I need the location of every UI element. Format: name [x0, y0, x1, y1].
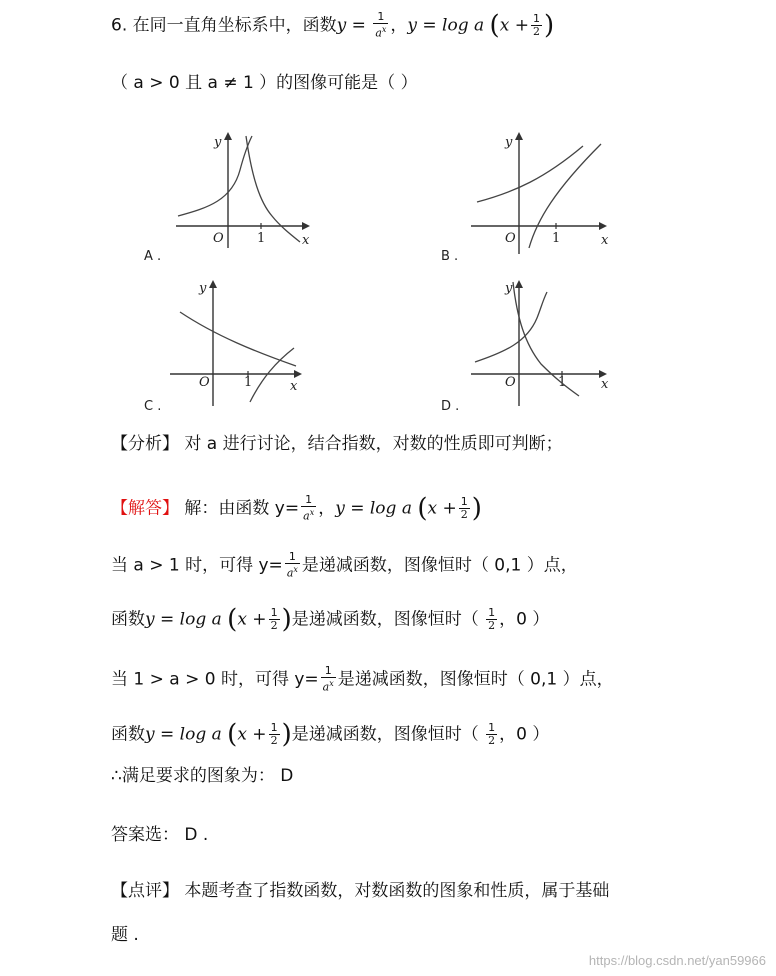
svg-text:y: y [505, 135, 513, 150]
solution-intro: 【解答】 解：由函数 y= $\frac{1}{a^x}$ ，y = log a (x + $\frac{1}{2}$ ) [111, 493, 482, 524]
label-x: x [302, 233, 310, 248]
choice-c-label: C . [144, 399, 162, 414]
fraction-half: $\frac{1}{2}$ [532, 11, 540, 38]
label-one: 1 [257, 231, 266, 246]
formula-log: y = log a [407, 15, 485, 36]
svg-text:O: O [199, 375, 210, 390]
x-axis-arrow [302, 222, 310, 230]
analysis-tag: 【分析】 [111, 434, 179, 454]
case-2-log: 函数y = log a (x + $\frac{1}{2}$ )是递减函数，图像恒时（ $\frac{1}{2}$ ，0 ） [111, 719, 550, 750]
svg-text:1: 1 [552, 231, 561, 246]
fraction-1-over-ax: $\frac{1}{a^x}$ [375, 10, 387, 40]
case-1-exponential: 当 a > 1 时，可得 y= $\frac{1}{a^x}$ 是递减函数，图像恒时（ 0,1 ）点， [111, 550, 578, 580]
curve-log [250, 348, 294, 402]
svg-text:1: 1 [244, 375, 253, 390]
answer: 答案选： D . [111, 825, 209, 845]
question-line-1: 6. 在同一直角坐标系中，函数y = $\frac{1}{a^x}$ ，y = log a (x + $\frac{1}{2}$ ) [111, 10, 555, 41]
svg-text:y: y [199, 281, 207, 296]
curve-exponential [475, 292, 547, 362]
graph-b [465, 130, 615, 255]
svg-text:x: x [601, 377, 609, 392]
curve-exponential [180, 312, 296, 366]
graph-d [465, 278, 615, 408]
solution-tag: 【解答】 [111, 498, 179, 519]
graph-c [166, 278, 316, 408]
svg-text:O: O [505, 375, 516, 390]
label-y: y [214, 135, 222, 150]
svg-text:O: O [505, 231, 516, 246]
comment-line-2: 题 . [111, 925, 139, 945]
formula-y-eq: y = [336, 15, 366, 36]
question-condition: （ a > 0 且 a ≠ 1 ）的图像可能是（ ） [111, 73, 418, 93]
fraction-1-over-ax: $\frac{1}{a^x}$ [303, 493, 315, 523]
conclusion: ∴满足要求的图象为： D [111, 766, 294, 786]
comment-tag: 【点评】 [111, 881, 179, 901]
choice-d-label: D . [441, 399, 460, 414]
svg-text:x: x [601, 233, 609, 248]
curve-exponential [477, 146, 583, 202]
label-o: O [213, 231, 224, 246]
graph-a [168, 130, 318, 250]
question-stem: 在同一直角坐标系中，函数 [132, 15, 337, 36]
analysis-line [111, 432, 563, 456]
svg-text:y: y [505, 281, 513, 296]
analysis-text: 对 a 进行讨论，结合指数，对数的性质即可判断； [179, 434, 563, 454]
question-number: 6. [111, 15, 128, 36]
y-axis-arrow [224, 132, 232, 140]
choice-b-label: B . [441, 249, 459, 264]
choice-a-label: A . [144, 249, 162, 264]
svg-text:1: 1 [558, 375, 567, 390]
comment-line: 【点评】 本题考查了指数函数，对数函数的图象和性质，属于基础 [111, 881, 610, 901]
watermark: https://blog.csdn.net/yan59966 [588, 953, 766, 968]
case-1-log: 函数y = log a (x + $\frac{1}{2}$ )是递减函数，图像恒时（ $\frac{1}{2}$ ，0 ） [111, 604, 550, 635]
svg-text:x: x [290, 379, 298, 394]
curve-log [513, 282, 579, 396]
case-2-exponential: 当 1 > a > 0 时，可得 y= $\frac{1}{a^x}$ 是递减函数，图像恒时（ 0,1 ）点， [111, 664, 614, 694]
